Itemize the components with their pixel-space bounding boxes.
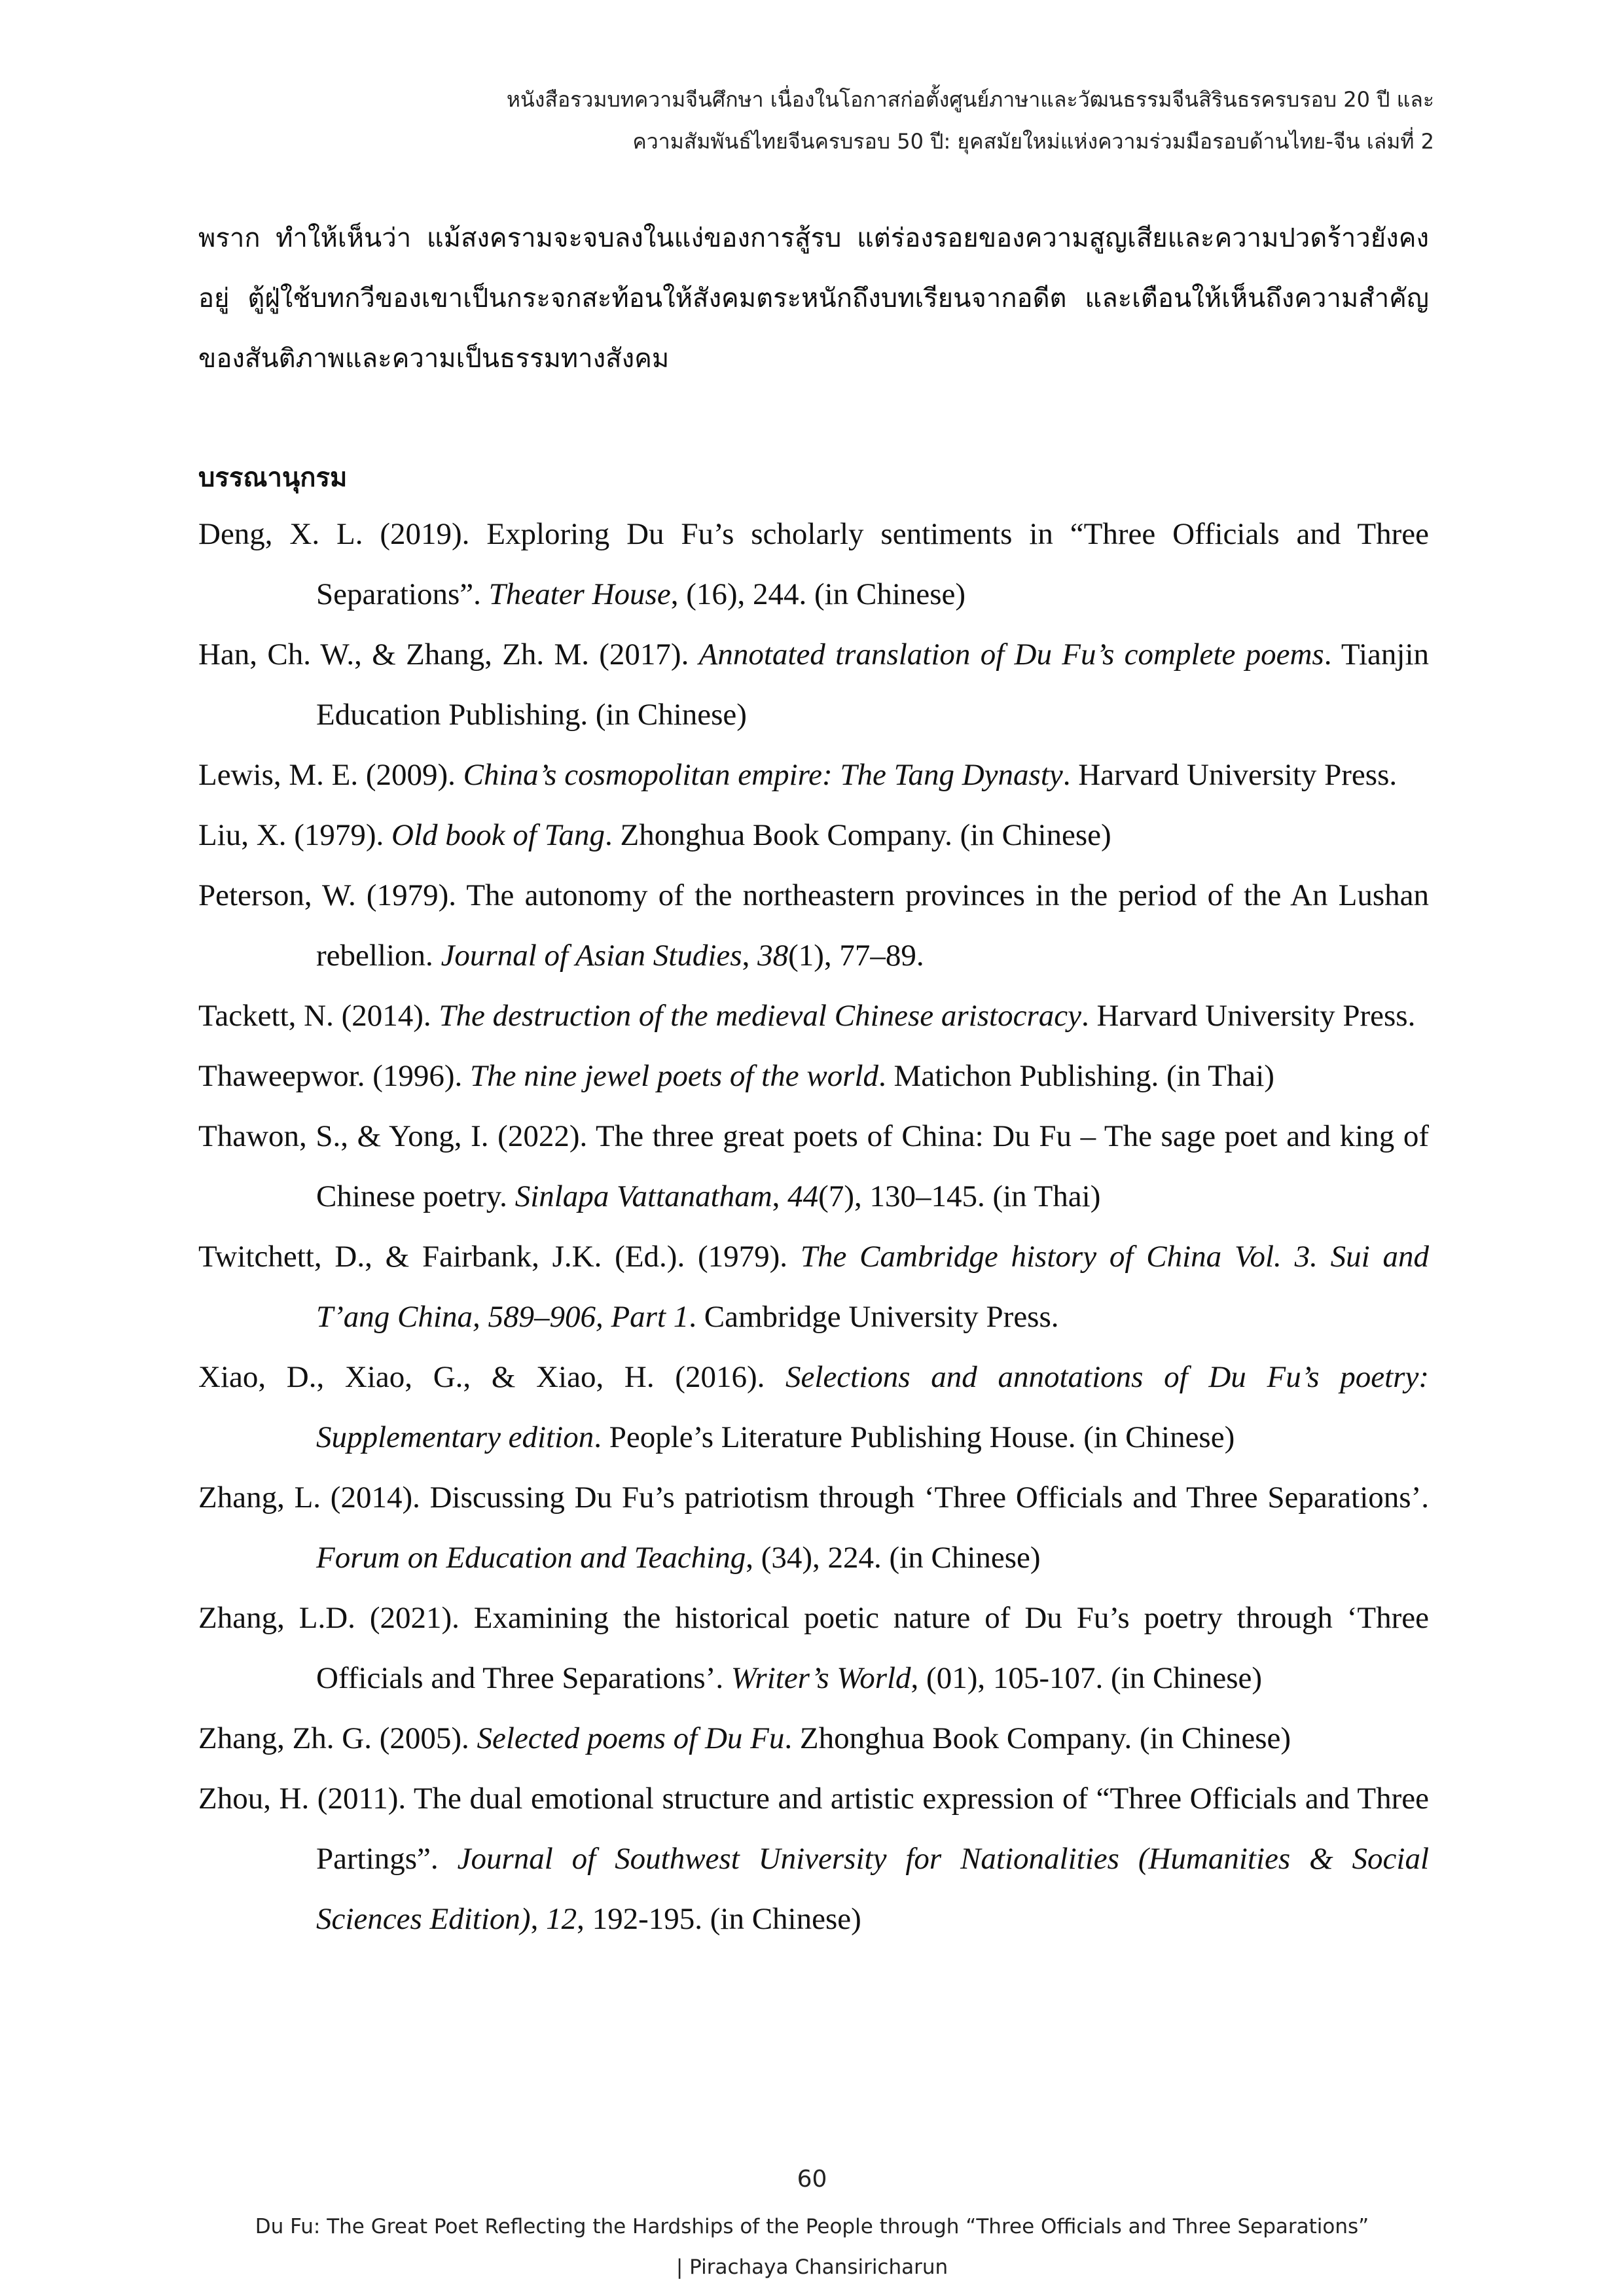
reference-text: (7), 130–145. (in Thai) — [818, 1179, 1101, 1213]
reference-title: Writer’s World — [731, 1661, 911, 1695]
reference-text: , (34), 224. (in Chinese) — [746, 1541, 1041, 1575]
reference-entry — [198, 1768, 1429, 1949]
reference-text: . Harvard University Press. — [1081, 999, 1416, 1033]
reference-title: Forum on Education and Teaching — [316, 1541, 746, 1575]
reference-text: Zhang, L.D. (2021). Examining the historical poetic nature of Du Fu’s poetry through ‘Three Officials and Three Separations’. — [198, 1601, 1429, 1695]
reference-text: . People’s Literature Publishing House. (in Chinese) — [594, 1420, 1235, 1454]
running-header — [507, 79, 1434, 162]
reference-text: Tackett, N. (2014). — [198, 999, 439, 1033]
reference-text: . Matichon Publishing. (in Thai) — [878, 1059, 1274, 1093]
reference-text: Xiao, D., Xiao, G., & Xiao, H. (2016). — [198, 1360, 786, 1394]
reference-text: , (01), 105-107. (in Chinese) — [911, 1661, 1263, 1695]
references-list — [198, 504, 1429, 1949]
reference-entry — [198, 865, 1429, 986]
reference-entry — [198, 624, 1429, 745]
reference-text: Twitchett, D., & Fairbank, J.K. (Ed.). (1979). — [198, 1240, 801, 1274]
reference-title: The nine jewel poets of the world — [470, 1059, 879, 1093]
reference-text: Han, Ch. W., & Zhang, Zh. M. (2017). — [198, 637, 699, 672]
reference-title: The destruction of the medieval Chinese aristocracy — [439, 999, 1081, 1033]
reference-title: Journal of Southwest University for Nationalities (Humanities & Social Sciences Edition) — [316, 1842, 1430, 1936]
reference-title: Sinlapa Vattanatham — [514, 1179, 772, 1213]
reference-entry — [198, 1106, 1429, 1227]
footer-title: Du Fu: The Great Poet Reflecting the Hardships of the People through “Three Officials and Three Separations” — [255, 2215, 1369, 2238]
reference-text: Lewis, M. E. (2009). — [198, 758, 463, 792]
reference-volume: 12 — [546, 1902, 577, 1936]
reference-volume: 44 — [787, 1179, 819, 1213]
reference-entry — [198, 1467, 1429, 1588]
reference-entry — [198, 805, 1429, 865]
reference-title: Selections and annotations of Du Fu’s poetry: Supplementary edition — [316, 1360, 1429, 1454]
reference-text: . Tianjin Education Publishing. (in Chinese) — [316, 637, 1430, 732]
reference-text: , — [772, 1179, 788, 1213]
references-heading: บรรณานุกรม — [198, 463, 348, 493]
reference-title: Theater House — [488, 577, 671, 611]
reference-text: Peterson, W. (1979). The autonomy of the northeastern provinces in the period of the An Lushan rebellion. — [198, 878, 1429, 973]
reference-entry — [198, 1347, 1429, 1467]
reference-text: Zhou, H. (2011). The dual emotional structure and artistic expression of “Three Officials and Three Partings”. — [198, 1782, 1429, 1876]
header-line-1: หนังสือรวมบทความจีนศึกษา เนื่องในโอกาสก่อตั้งศูนย์ภาษาและวัฒนธรรมจีนสิรินธรครบรอบ 20 ปี และ — [506, 87, 1434, 112]
reference-entry — [198, 1708, 1429, 1768]
reference-volume: 38 — [757, 939, 789, 973]
reference-entry — [198, 1588, 1429, 1708]
page-number: 60 — [797, 2166, 827, 2193]
footer-author: | Pirachaya Chansiricharun — [676, 2255, 948, 2279]
reference-entry — [198, 504, 1429, 624]
reference-title: The Cambridge history of China Vol. 3. Sui and T’ang China, 589–906, Part 1 — [316, 1240, 1429, 1334]
reference-text: Liu, X. (1979). — [198, 818, 392, 852]
reference-entry — [198, 1227, 1429, 1347]
reference-text: Thaweepwor. (1996). — [198, 1059, 471, 1093]
reference-entry — [198, 986, 1429, 1046]
reference-entry — [198, 745, 1429, 805]
reference-text: , — [742, 939, 758, 973]
reference-text: . Zhonghua Book Company. (in Chinese) — [605, 818, 1111, 852]
reference-text: . Cambridge University Press. — [689, 1300, 1059, 1334]
reference-text: Thawon, S., & Yong, I. (2022). The three great poets of China: Du Fu – The sage poet and king of Chinese poetry. — [198, 1119, 1429, 1213]
reference-text: . Zhonghua Book Company. (in Chinese) — [784, 1721, 1291, 1755]
header-line-2: ความสัมพันธ์ไทยจีนครบรอบ 50 ปี: ยุคสมัยใหม่แห่งความร่วมมือรอบด้านไทย-จีน เล่มที่ 2 — [632, 129, 1434, 154]
reference-text: , 192-195. (in Chinese) — [577, 1902, 861, 1936]
reference-text: , — [530, 1902, 547, 1936]
reference-text: Zhang, L. (2014). Discussing Du Fu’s patriotism through ‘Three Officials and Three Separations’. — [198, 1480, 1429, 1515]
reference-entry — [198, 1046, 1429, 1106]
body-paragraph: พราก ทำให้เห็นว่า แม้สงครามจะจบลงในแง่ของการสู้รบ แต่ร่องรอยของความสูญเสียและความปวดร้าวยังคงอยู่ ตู้ฝู่ใช้บทกวีของเขาเป็นกระจกสะท้อนให้สังคมตระหนักถึงบทเรียนจากอดีต และเตือนให้เห็นถึงความสำคัญของสันติภาพและความเป็นธรรมทางสังคม — [198, 223, 1429, 374]
reference-title: Journal of Asian Studies — [441, 939, 742, 973]
reference-text: Zhang, Zh. G. (2005). — [198, 1721, 477, 1755]
reference-title: Old book of Tang — [391, 818, 605, 852]
reference-title: Annotated translation of Du Fu’s complete poems — [698, 637, 1324, 672]
reference-title: Selected poems of Du Fu — [477, 1721, 785, 1755]
reference-text: Deng, X. L. (2019). Exploring Du Fu’s scholarly sentiments in “Three Officials and Three Separations”. — [198, 517, 1429, 611]
reference-text: (1), 77–89. — [788, 939, 924, 973]
reference-text: . Harvard University Press. — [1062, 758, 1398, 792]
reference-title: China’s cosmopolitan empire: The Tang Dynasty — [463, 758, 1063, 792]
reference-text: , (16), 244. (in Chinese) — [670, 577, 966, 611]
